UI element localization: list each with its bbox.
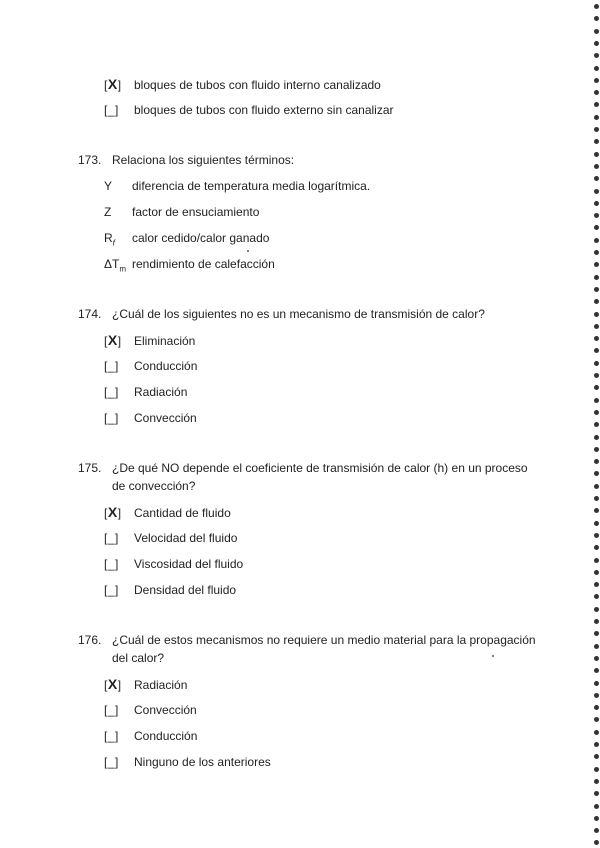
question-text: Relaciona los siguientes términos: <box>112 153 295 167</box>
binding-hole <box>594 164 599 169</box>
prev-option-1 <box>104 76 381 93</box>
checkbox-empty: [_] <box>104 103 119 117</box>
binding-hole <box>594 287 599 292</box>
binding-hole <box>594 484 599 489</box>
q176-option-1 <box>104 676 187 693</box>
binding-hole <box>594 299 599 304</box>
binding-hole <box>594 262 599 267</box>
checkbox-checked: [X] <box>104 76 122 92</box>
term-row-4 <box>104 256 275 277</box>
checkbox-empty: [_] <box>104 359 119 373</box>
checkbox-empty: [_] <box>104 755 119 769</box>
binding-hole <box>594 213 599 218</box>
q176-option-4 <box>104 754 271 770</box>
binding-hole <box>594 127 599 132</box>
binding-hole <box>594 459 599 464</box>
option-text: Convección <box>134 703 197 717</box>
option-text: Eliminación <box>134 334 196 348</box>
option-text: Convección <box>134 411 197 425</box>
binding-hole <box>594 90 599 95</box>
option-text: Conducción <box>134 729 198 743</box>
binding-hole <box>594 201 599 206</box>
binding-hole <box>594 250 599 255</box>
binding-hole <box>594 668 599 673</box>
binding-hole <box>594 767 599 772</box>
binding-hole <box>594 139 599 144</box>
question-175-continuation: de convección? <box>112 479 196 493</box>
scan-speck <box>492 655 494 657</box>
q174-option-4 <box>104 410 197 426</box>
question-175 <box>78 460 528 476</box>
term-symbol: $R_f$ <box>104 231 115 248</box>
binding-hole <box>594 410 599 415</box>
binding-hole <box>594 29 599 34</box>
binding-hole <box>594 693 599 698</box>
binding-hole <box>594 16 599 21</box>
q174-option-1 <box>104 332 195 349</box>
binding-hole <box>594 115 599 120</box>
checkbox-checked: [X] <box>104 504 122 520</box>
option-text: Conducción <box>134 359 198 373</box>
option-text: Ninguno de los anteriores <box>134 755 271 769</box>
binding-hole <box>594 742 599 747</box>
binding-hole <box>594 348 599 353</box>
term-text: factor de ensuciamiento <box>132 205 260 219</box>
question-text: ¿De qué NO depende el coeficiente de transmisión de calor (h) en un proceso <box>112 461 528 475</box>
binding-hole <box>594 791 599 796</box>
binding-hole <box>594 471 599 476</box>
binding-hole <box>594 496 599 501</box>
scan-speck <box>247 250 249 252</box>
checkbox-empty: [_] <box>104 729 119 743</box>
q174-option-2 <box>104 358 197 374</box>
term-symbol: Y <box>104 179 113 193</box>
binding-hole <box>594 521 599 526</box>
binding-hole <box>594 570 599 575</box>
checkbox-empty: [_] <box>104 531 119 545</box>
binding-hole <box>594 66 599 71</box>
question-number: 174. <box>78 307 102 321</box>
question-176-continuation: del calor? <box>112 651 165 665</box>
binding-hole <box>594 607 599 612</box>
q175-option-3 <box>104 556 243 572</box>
option-text: bloques de tubos con fluido externo sin canalizar <box>134 103 394 117</box>
q175-option-4 <box>104 582 236 598</box>
checkbox-empty: [_] <box>104 385 119 399</box>
binding-hole <box>594 582 599 587</box>
binding-hole <box>594 656 599 661</box>
binding-hole <box>594 336 599 341</box>
term-text: rendimiento de calefacción <box>132 257 275 271</box>
binding-hole <box>594 594 599 599</box>
checkbox-empty: [_] <box>104 583 119 597</box>
binding-hole <box>594 828 599 833</box>
binding-hole <box>594 558 599 563</box>
term-row-1 <box>104 178 370 194</box>
question-number: 176. <box>78 633 102 647</box>
binding-hole <box>594 361 599 366</box>
binding-hole <box>594 398 599 403</box>
binding-hole <box>594 447 599 452</box>
q175-option-2 <box>104 530 237 546</box>
binding-hole <box>594 435 599 440</box>
binding-hole <box>594 102 599 107</box>
binding-hole <box>594 840 599 845</box>
option-text: Radiación <box>134 385 188 399</box>
question-173 <box>78 152 294 168</box>
binding-hole <box>594 816 599 821</box>
binding-hole <box>594 644 599 649</box>
binding-hole <box>594 238 599 243</box>
binding-hole <box>594 4 599 9</box>
binding-hole <box>594 176 599 181</box>
binding-hole <box>594 754 599 759</box>
binding-hole <box>594 619 599 624</box>
binding-hole <box>594 189 599 194</box>
checkbox-checked: [X] <box>104 332 122 348</box>
q174-option-3 <box>104 384 187 400</box>
checkbox-empty: [_] <box>104 411 119 425</box>
binding-hole <box>594 730 599 735</box>
question-174 <box>78 306 485 322</box>
option-text: Viscosidad del fluido <box>134 557 244 571</box>
binding-hole <box>594 385 599 390</box>
term-row-3 <box>104 230 269 251</box>
binding-hole <box>594 41 599 46</box>
q175-option-1 <box>104 504 231 521</box>
binding-hole <box>594 631 599 636</box>
binding-hole <box>594 717 599 722</box>
binding-hole <box>594 53 599 58</box>
option-text: bloques de tubos con fluido interno canalizado <box>134 78 381 92</box>
binding-hole <box>594 533 599 538</box>
term-row-2 <box>104 204 259 220</box>
q176-option-3 <box>104 728 197 744</box>
question-text: ¿Cuál de los siguientes no es un mecanismo de transmisión de calor? <box>112 307 485 321</box>
binding-hole <box>594 545 599 550</box>
checkbox-empty: [_] <box>104 703 119 717</box>
question-number: 173. <box>78 153 102 167</box>
binding-hole <box>594 373 599 378</box>
term-symbol: $\Delta T_m$ <box>104 257 127 274</box>
term-text: calor cedido/calor ganado <box>132 231 270 245</box>
binding-hole <box>594 152 599 157</box>
binding-hole <box>594 681 599 686</box>
binding-hole <box>594 324 599 329</box>
binding-hole <box>594 275 599 280</box>
binding-hole <box>594 312 599 317</box>
checkbox-empty: [_] <box>104 557 119 571</box>
checkbox-checked: [X] <box>104 676 122 692</box>
term-text: diferencia de temperatura media logarítmica. <box>132 179 371 193</box>
binding-hole <box>594 508 599 513</box>
binding-hole <box>594 779 599 784</box>
q176-option-2 <box>104 702 197 718</box>
question-number: 175. <box>78 461 102 475</box>
binding-hole <box>594 78 599 83</box>
binding-hole <box>594 422 599 427</box>
question-text: ¿Cuál de estos mecanismos no requiere un medio material para la propagación <box>112 633 536 647</box>
option-text: Densidad del fluido <box>134 583 237 597</box>
option-text: Velocidad del fluido <box>134 531 238 545</box>
option-text: Cantidad de fluido <box>134 506 231 520</box>
binding-hole <box>594 225 599 230</box>
term-symbol: Z <box>104 205 112 219</box>
option-text: Radiación <box>134 678 188 692</box>
binding-hole <box>594 804 599 809</box>
binding-hole <box>594 705 599 710</box>
prev-option-2 <box>104 102 394 118</box>
question-176 <box>78 632 536 648</box>
spiral-binding <box>590 0 600 848</box>
